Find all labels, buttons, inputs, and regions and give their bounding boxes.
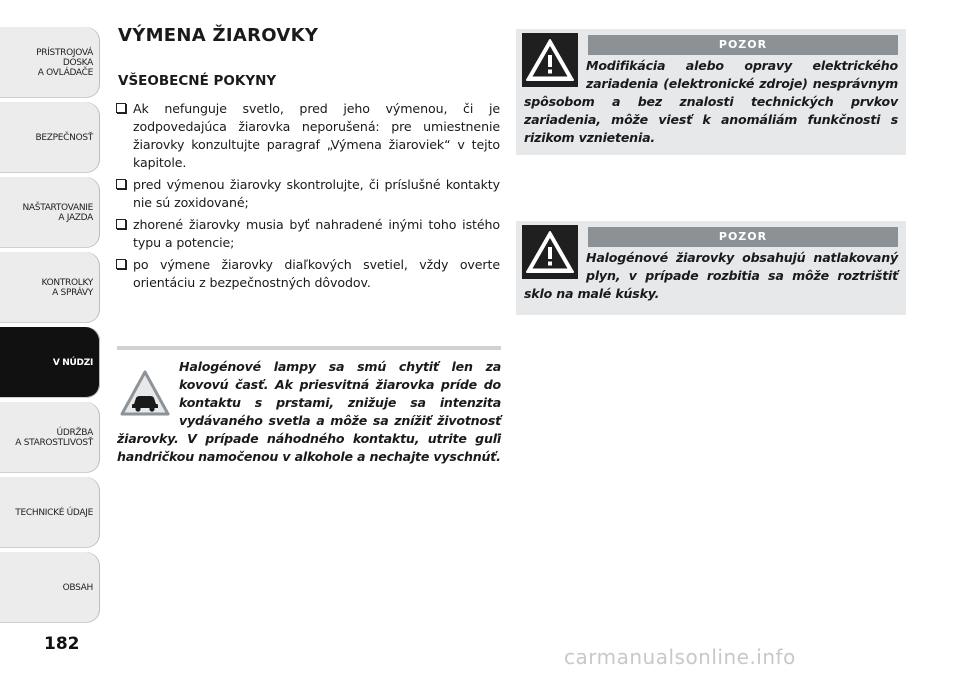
checkbox-bullet-icon <box>116 259 126 269</box>
warning-heading: POZOR <box>588 35 898 55</box>
tab-label: PRÍSTROJOVÁ DOSKA A OVLÁDAČE <box>36 47 93 78</box>
warning-box-electrical <box>516 29 906 155</box>
tab-nastartovanie[interactable] <box>0 177 100 248</box>
warning-heading: POZOR <box>588 227 898 247</box>
tab-label: TECHNICKÉ ÚDAJE <box>15 507 93 518</box>
list-item-text: zhorené žiarovky musia byť nahradené inými toho istého typu a potencie; <box>133 217 500 250</box>
tab-label: BEZPEČNOSŤ <box>35 132 93 143</box>
tab-pristrojova-doska[interactable] <box>0 27 100 98</box>
checkbox-bullet-icon <box>116 179 126 189</box>
list-item-text: po výmene žiarovky diaľkových svetiel, vždy overte orientáciu z bezpečnostných dôvodov. <box>133 257 500 290</box>
tab-label: KONTROLKY A SPRÁVY <box>41 277 93 298</box>
note-text: Halogénové lampy sa smú chytiť len za kovovú časť. Ak priesvitná žiarovka príde do kontaktu s prstami, znižuje sa intenzita vydávaného svetla a môže sa znížiť životnosť žiarovky. V prípade náhodného kontaktu, utrite guľi handričkou namočenou v alkohole a nechajte vyschnúť. <box>117 359 501 464</box>
checkbox-bullet-icon <box>116 219 126 229</box>
section-heading: VŠEOBECNÉ POKYNY <box>118 73 277 89</box>
watermark: carmanualsonline.info <box>564 645 796 669</box>
warning-triangle-icon <box>522 225 578 279</box>
list-item-text: Ak nefunguje svetlo, pred jeho výmenou, či je zodpovedajúca žiarovka neporušená: pre umiestnenie žiarovky konzultujte paragraf „Výmena žiaroviek“ v tejto kapitole. <box>133 101 500 170</box>
car-warning-icon <box>119 366 171 428</box>
tab-obsah[interactable] <box>0 552 100 623</box>
tab-label: ÚDRŽBA A STAROSTLIVOSŤ <box>15 427 93 448</box>
tab-udrzba[interactable] <box>0 402 100 473</box>
list-item <box>116 100 500 172</box>
page-title: VÝMENA ŽIAROVKY <box>118 25 319 46</box>
instruction-list <box>116 100 500 296</box>
tab-kontrolky[interactable] <box>0 252 100 323</box>
page-number: 182 <box>44 634 80 654</box>
warning-text: Halogénové žiarovky obsahujú natlakovaný plyn, v prípade rozbitia sa môže roztrištiť sklo na malé kúsky. <box>524 250 898 301</box>
car-note <box>117 346 501 466</box>
warning-text: Modifikácia alebo opravy elektrického zariadenia (elektronické zdroje) nesprávnym spôsobom a bez znalosti technických prvkov zariadenia, môže viesť k anomáliám funkčnosti s rizikom vznietenia. <box>524 58 898 145</box>
warning-box-halogen <box>516 221 906 315</box>
tab-bezpecnost[interactable] <box>0 102 100 173</box>
list-item <box>116 256 500 292</box>
tab-technicke-udaje[interactable] <box>0 477 100 548</box>
checkbox-bullet-icon <box>116 103 126 113</box>
warning-triangle-icon <box>522 33 578 87</box>
list-item <box>116 216 500 252</box>
list-item <box>116 176 500 212</box>
tab-label: V NÚDZI <box>52 357 93 368</box>
tab-label: NAŠTARTOVANIE A JAZDA <box>22 202 93 223</box>
tab-v-nudzi[interactable] <box>0 327 100 398</box>
list-item-text: pred výmenou žiarovky skontrolujte, či príslušné kontakty nie sú zoxidované; <box>133 177 500 210</box>
tab-label: OBSAH <box>62 582 93 593</box>
